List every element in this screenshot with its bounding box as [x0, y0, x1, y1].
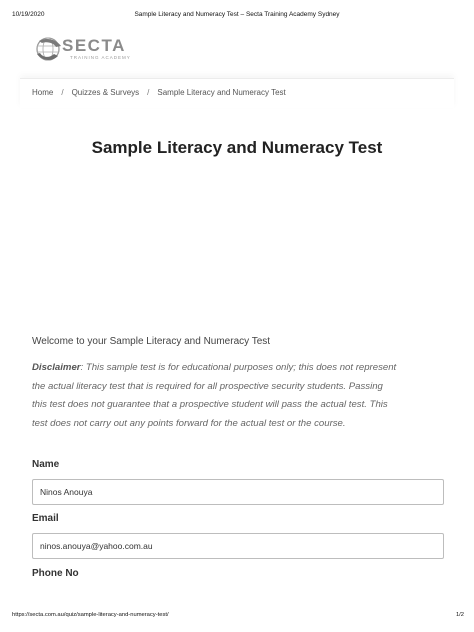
print-header	[0, 11, 474, 21]
disclaimer-label: Disclaimer	[32, 362, 81, 373]
disclaimer-line: the actual literacy test that is required for all prospective security students. Passing	[32, 380, 383, 392]
print-document-title: Sample Literacy and Numeracy Test – Secta Training Academy Sydney	[134, 11, 340, 18]
logo-tagline: TRAINING ACADEMY	[70, 55, 131, 60]
name-label: Name	[32, 459, 60, 470]
breadcrumb-separator: /	[147, 88, 150, 97]
disclaimer-text	[32, 359, 444, 433]
welcome-text: Welcome to your Sample Literacy and Numeracy Test	[32, 336, 271, 347]
secta-logo[interactable]	[34, 34, 134, 64]
disclaimer-line: Disclaimer: This sample test is for educational purposes only; this does not represent	[32, 362, 397, 373]
email-input[interactable]	[32, 533, 444, 559]
disclaimer-line: this test does not guarantee that a prospective student will pass the actual test. This	[32, 399, 388, 410]
breadcrumb-separator: /	[61, 88, 64, 97]
print-date: 10/19/2020	[12, 11, 45, 18]
breadcrumb	[32, 88, 286, 97]
disclaimer-line: test does not carry out any points forward for the actual test or the course.	[32, 417, 346, 429]
print-footer	[0, 612, 474, 622]
email-label: Email	[32, 513, 59, 524]
globe-logo-icon	[34, 34, 64, 64]
print-url: https://secta.com.au/quiz/sample-literacy-and-numeracy-test/	[12, 612, 169, 618]
name-input[interactable]	[32, 479, 444, 505]
phone-label: Phone No	[32, 568, 79, 579]
breadcrumb-quizzes-link[interactable]: Quizzes & Surveys	[71, 88, 140, 97]
breadcrumb-home-link[interactable]: Home	[32, 88, 54, 97]
page-title: Sample Literacy and Numeracy Test	[91, 138, 383, 157]
breadcrumb-current-page: Sample Literacy and Numeracy Test	[157, 88, 286, 97]
print-page-number: 1/2	[455, 612, 464, 618]
logo-wordmark: SECTA	[62, 36, 126, 55]
breadcrumb-bar	[20, 78, 454, 108]
